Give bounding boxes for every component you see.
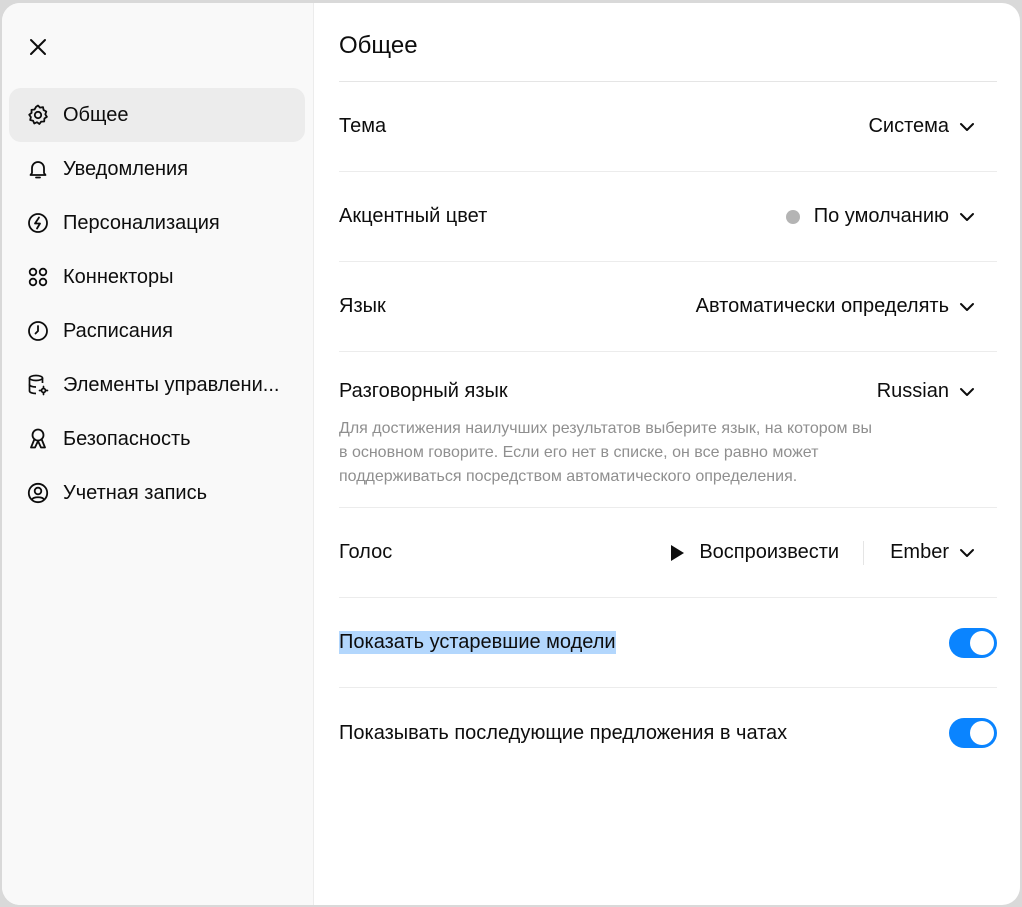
legacy-models-label: Показать устаревшие модели xyxy=(339,631,616,653)
spoken-language-dropdown[interactable] xyxy=(877,380,997,403)
sidebar-item-label: Общее xyxy=(63,103,129,126)
data-controls-icon xyxy=(25,372,51,398)
connectors-icon xyxy=(25,264,51,290)
chevron-down-icon xyxy=(959,122,975,132)
sidebar-item-connectors[interactable] xyxy=(9,250,305,304)
voice-value: Ember xyxy=(890,541,949,563)
account-icon xyxy=(25,480,51,506)
clock-icon xyxy=(25,318,51,344)
security-icon xyxy=(25,426,51,452)
personalization-icon xyxy=(25,210,51,236)
follow-up-suggestions-toggle[interactable] xyxy=(949,718,997,748)
sidebar-item-label: Безопасность xyxy=(63,427,191,450)
theme-label: Тема xyxy=(339,115,387,137)
chevron-down-icon xyxy=(959,212,975,222)
accent-color-swatch xyxy=(786,210,800,224)
spoken-language-hint: Для достижения наилучших результатов выберите язык, на котором вы в основном говорите. Если его нет в списке, он все равно может поддерживаться посредством автоматического определения. xyxy=(339,420,872,485)
voice-dropdown[interactable] xyxy=(890,541,997,564)
chevron-down-icon xyxy=(959,302,975,312)
play-icon xyxy=(669,544,685,562)
accent-color-value: По умолчанию xyxy=(813,205,949,227)
gear-icon xyxy=(25,102,51,128)
sidebar-item-label: Персонализация xyxy=(63,211,220,234)
chevron-down-icon xyxy=(959,548,975,558)
sidebar-item-security[interactable] xyxy=(9,412,305,466)
sidebar-item-label: Элементы управлени... xyxy=(63,373,280,396)
follow-up-suggestions-label: Показывать последующие предложения в чатах xyxy=(339,721,788,744)
settings-content xyxy=(314,3,1020,905)
sidebar xyxy=(2,3,314,905)
follow-up-suggestions-row xyxy=(339,688,997,778)
close-button[interactable] xyxy=(24,33,52,61)
bell-icon xyxy=(25,156,51,182)
accent-color-row xyxy=(339,172,997,262)
play-voice-label: Воспроизвести xyxy=(699,541,840,563)
voice-label: Голос xyxy=(339,541,393,563)
spoken-language-value: Russian xyxy=(876,380,949,402)
language-row xyxy=(339,262,997,352)
accent-color-dropdown[interactable] xyxy=(786,205,997,228)
spoken-language-row xyxy=(339,352,997,508)
spoken-language-label: Разговорный язык xyxy=(339,380,508,402)
sidebar-item-account[interactable] xyxy=(9,466,305,520)
sidebar-nav xyxy=(9,88,305,520)
play-voice-button[interactable] xyxy=(669,541,864,565)
sidebar-item-label: Расписания xyxy=(63,319,173,342)
theme-row xyxy=(339,82,997,172)
sidebar-item-schedules[interactable] xyxy=(9,304,305,358)
page-title: Общее xyxy=(339,3,997,82)
sidebar-item-notifications[interactable] xyxy=(9,142,305,196)
language-label: Язык xyxy=(339,295,386,317)
language-value: Автоматически определять xyxy=(695,295,949,317)
sidebar-item-personalization[interactable] xyxy=(9,196,305,250)
toggle-knob xyxy=(970,631,994,655)
close-icon[interactable] xyxy=(28,37,48,57)
legacy-models-row xyxy=(339,598,997,688)
legacy-models-toggle[interactable] xyxy=(949,628,997,658)
sidebar-item-label: Коннекторы xyxy=(63,265,174,288)
sidebar-item-label: Учетная запись xyxy=(63,481,208,504)
sidebar-item-data-controls[interactable] xyxy=(9,358,305,412)
sidebar-item-label: Уведомления xyxy=(63,157,189,180)
sidebar-item-general[interactable] xyxy=(9,88,305,142)
theme-dropdown[interactable] xyxy=(868,115,997,138)
chevron-down-icon xyxy=(959,387,975,397)
accent-color-label: Акцентный цвет xyxy=(339,205,488,227)
toggle-knob xyxy=(970,721,994,745)
settings-dialog xyxy=(2,3,1020,905)
theme-value: Система xyxy=(868,115,949,137)
language-dropdown[interactable] xyxy=(696,295,997,318)
voice-row xyxy=(339,508,997,598)
